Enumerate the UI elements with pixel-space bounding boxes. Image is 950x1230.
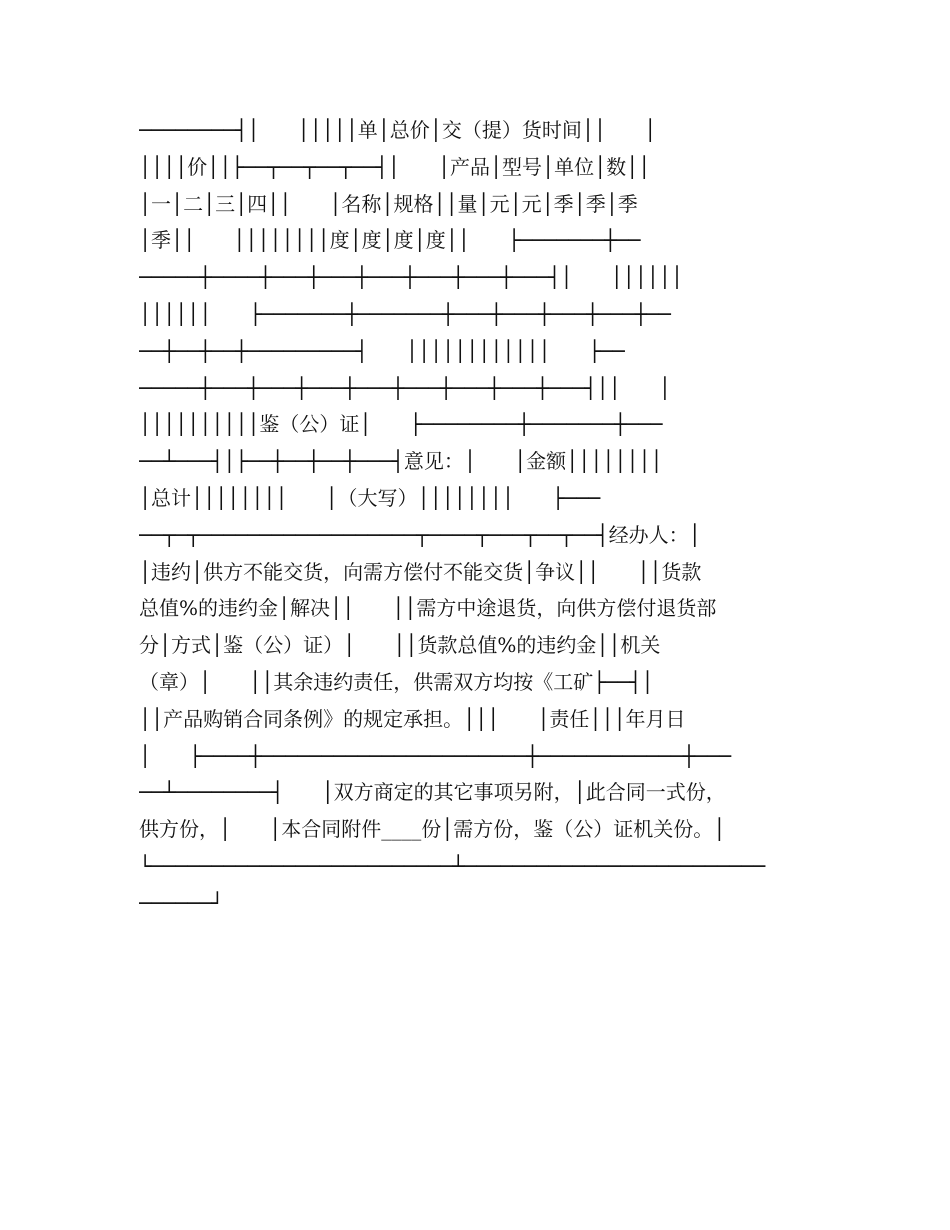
- text-line-6: ││││││ ├───────┼───────┼───┼───┼───┼───┼──: [139, 301, 671, 326]
- text-line-21: └─────────────────────────┴─────────────────────────: [139, 853, 766, 878]
- text-line-7: ──┼──┼──┼─────────┤ ││││││││││││ ├──: [139, 338, 625, 363]
- text-line-22: ──────┘: [139, 890, 224, 915]
- text-line-4: │季││ ││││││││度│度│度│度││ ├───────┼──: [139, 228, 641, 253]
- text-line-14: 总值%的违约金│解决││ ││需方中途退货，向供方偿付退货部: [139, 596, 717, 621]
- text-line-8: ─────┼───┼───┼───┼───┼───┼───┼───┼───┤││ │: [139, 375, 671, 400]
- contract-table-text: [139, 112, 814, 922]
- text-line-3: │一│二│三│四││ │名称│规格││量│元│元│季│季│季: [139, 191, 638, 216]
- text-line-18: │ ├────┼──────────────────────┼────────────┼───: [139, 743, 732, 768]
- text-line-17: ││产品购销合同条例》的规定承担。│││ │责任│││年月日: [139, 706, 686, 731]
- text-line-9: ││││││││││鉴（公）证│ ├────────┼───────┼───: [139, 412, 663, 437]
- text-line-20: 供方份，│ │本合同附件____份│需方份，鉴（公）证机关份。│: [139, 817, 726, 842]
- text-line-16: （章）│ ││其余违约责任，供需双方均按《工矿├──┤│: [139, 669, 654, 694]
- text-line-12: ──┬─┬──────────────────┬────┬───┬──┬──┤经办人：│: [139, 522, 701, 547]
- text-line-2: ││││价││├──┬──┬──┬──┤│ │产品│型号│单位│数││: [139, 154, 651, 179]
- text-line-19: ──┴────────┤ │双方商定的其它事项另附，│此合同一式份，: [139, 780, 726, 805]
- text-line-1: ────────┤│ │││││单│总价│交（提）货时间││ │: [139, 118, 657, 142]
- text-line-13: │违约│供方不能交货，向需方偿付不能交货│争议││ ││货款: [139, 559, 702, 584]
- text-line-15: 分│方式│鉴（公）证）│ ││货款总值%的违约金││机关: [139, 633, 661, 658]
- text-line-11: │总计││││││││ │（大写）││││││││ ├───: [139, 485, 601, 510]
- text-line-10: ──┴───┤│├──┼──┼──┼───┤意见：│ │金额││││││││: [139, 449, 663, 474]
- text-line-5: ─────┼────┼───┼───┼───┼───┼───┼───┤│ ││││││: [139, 265, 683, 290]
